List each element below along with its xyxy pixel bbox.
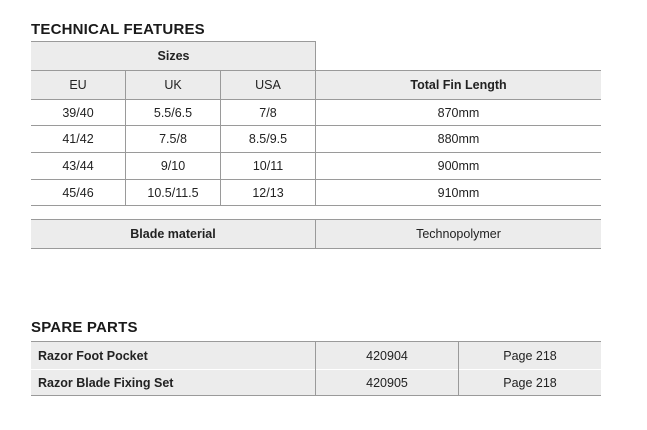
spare-part-name: Razor Blade Fixing Set (38, 376, 174, 390)
divider (31, 205, 601, 206)
header-usa: USA (255, 78, 281, 92)
header-total-fin-length: Total Fin Length (410, 78, 507, 92)
table-cell: 45/46 (62, 185, 94, 200)
sizes-header: Sizes (157, 49, 190, 63)
blade-material-label: Blade material (130, 227, 216, 241)
table-cell: 41/42 (62, 132, 94, 146)
column-separator (315, 341, 316, 396)
header-uk: UK (164, 78, 182, 92)
spare-part-name: Razor Foot Pocket (38, 348, 148, 363)
column-separator (125, 70, 126, 205)
table-cell: 7.5/8 (159, 132, 187, 146)
column-separator (315, 41, 316, 205)
spare-parts-title: SPARE PARTS (31, 319, 138, 336)
blade-material-value: Technopolymer (416, 227, 501, 241)
spare-part-page: Page 218 (503, 348, 557, 363)
table-cell: 7/8 (259, 105, 277, 120)
table-cell: 870mm (437, 105, 480, 120)
table-cell: 900mm (437, 159, 480, 173)
spare-part-page: Page 218 (503, 376, 557, 390)
table-cell: 43/44 (62, 159, 94, 173)
table-cell: 10/11 (252, 159, 284, 173)
technical-features-title: TECHNICAL FEATURES (31, 21, 205, 38)
spare-part-code: 420904 (366, 348, 408, 363)
table-cell: 10.5/11.5 (147, 185, 199, 200)
table-cell: 12/13 (252, 185, 284, 200)
header-eu: EU (69, 78, 87, 92)
table-cell: 9/10 (160, 159, 186, 173)
column-separator (220, 70, 221, 205)
table-cell: 8.5/9.5 (248, 132, 288, 146)
table-cell: 880mm (437, 132, 480, 146)
table-cell: 5.5/6.5 (153, 105, 193, 120)
divider (31, 248, 601, 249)
column-separator (458, 341, 459, 396)
spare-part-code: 420905 (366, 376, 408, 390)
table-cell: 39/40 (62, 105, 94, 120)
table-cell: 910mm (437, 185, 480, 200)
divider (31, 395, 601, 396)
